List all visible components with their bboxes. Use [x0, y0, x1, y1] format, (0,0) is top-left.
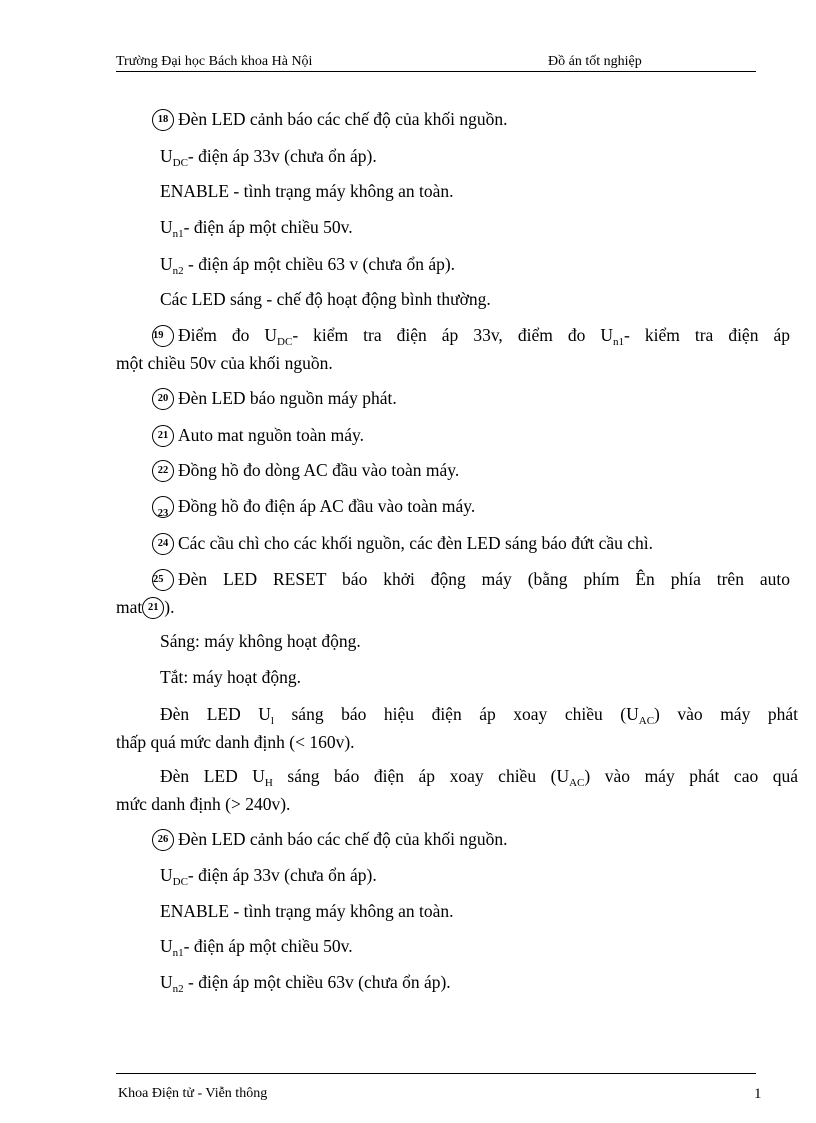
item-18-enable: ENABLE - tình trạng máy không an toàn. — [160, 181, 454, 201]
header-doc-type: Đồ án tốt nghiệp — [548, 54, 642, 69]
number-circle-21: 21 — [152, 425, 174, 447]
subscript: n1 — [172, 228, 184, 240]
number-circle-22: 22 — [152, 460, 174, 482]
item-21-text: Auto mat nguồn toàn máy. — [178, 425, 364, 445]
subscript: AC — [638, 715, 655, 727]
item-24-text: Các cầu chì cho các khối nguồn, các đèn LED sáng báo đứt cầu chì. — [178, 533, 653, 553]
item-18-leds: Các LED sáng - chế độ hoạt động bình thường. — [160, 289, 491, 309]
line-text: sáng báo điện áp xoay chiều (U — [272, 766, 570, 786]
line-text: - điện áp một chiều 63 v (chưa ổn áp). — [183, 254, 456, 274]
item-20-text: Đèn LED báo nguồn máy phát. — [178, 388, 397, 408]
item-25-p1 — [116, 703, 798, 725]
subscript: DC — [172, 876, 188, 888]
subscript: n2 — [172, 265, 184, 277]
item-25-p2 — [116, 765, 798, 787]
number-circle-26: 26 — [152, 829, 174, 851]
item-18-udc — [116, 145, 798, 167]
line-text: Đèn LED RESET báo khởi động máy (bằng phím Ên phía trên auto — [178, 569, 790, 589]
line-text: mat — [116, 597, 143, 617]
line-text: - điện áp một chiều 50v. — [183, 217, 353, 237]
line-text: ) vào máy phát cao quá — [584, 766, 799, 786]
footer-rule — [116, 1073, 756, 1074]
footer-faculty: Khoa Điện tử - Viễn thông — [118, 1086, 268, 1101]
number-circle-23: 23 — [152, 496, 174, 518]
line-text: Đèn LED U — [160, 704, 271, 724]
item-23 — [116, 495, 790, 519]
line-text: - điện áp một chiều 63v (chưa ổn áp). — [183, 972, 451, 992]
header-university: Trường Đại học Bách khoa Hà Nội — [116, 54, 313, 69]
symbol-u: U — [160, 217, 173, 237]
item-25-p1-line2: thấp quá mức danh định (< 160v). — [116, 732, 355, 752]
item-26-udc — [116, 864, 798, 886]
subscript: DC — [172, 157, 188, 169]
subscript: n2 — [172, 983, 184, 995]
header-rule — [116, 71, 756, 72]
symbol-u: U — [160, 865, 173, 885]
number-circle-19: 19 — [152, 325, 174, 347]
item-25 — [116, 568, 790, 592]
item-20 — [116, 387, 790, 411]
subscript: l — [270, 715, 274, 727]
item-18-un2 — [116, 253, 798, 275]
item-19-line2: một chiều 50v của khối nguồn. — [116, 353, 333, 373]
item-22 — [116, 459, 790, 483]
line-text: ). — [164, 597, 175, 617]
symbol-u: U — [160, 936, 173, 956]
item-21 — [116, 424, 790, 448]
item-25-p2-line2: mức danh định (> 240v). — [116, 794, 291, 814]
item-26-un2 — [116, 971, 798, 993]
item-25-line2 — [116, 596, 754, 620]
subscript: H — [264, 777, 273, 789]
subscript: n1 — [172, 947, 184, 959]
line-text: Đèn LED U — [160, 766, 265, 786]
number-circle-24: 24 — [152, 533, 174, 555]
line-text: ) vào máy phát — [654, 704, 798, 724]
subscript: DC — [277, 336, 293, 348]
line-text: - kiểm tra điện áp 33v, điểm đo U — [292, 325, 613, 345]
symbol-u: U — [160, 972, 173, 992]
number-circle-20: 20 — [152, 388, 174, 410]
line-text: - kiểm tra điện áp — [624, 325, 790, 345]
symbol-u: U — [160, 146, 173, 166]
item-18-text: Đèn LED cảnh báo các chế độ của khối nguồn. — [178, 109, 508, 129]
item-26-text: Đèn LED cảnh báo các chế độ của khối nguồn. — [178, 829, 508, 849]
symbol-u: U — [160, 254, 173, 274]
subscript: AC — [569, 777, 585, 789]
item-23-text: Đồng hồ đo điện áp AC đầu vào toàn máy. — [178, 496, 476, 516]
item-25-on: Sáng: máy không hoạt động. — [160, 631, 361, 651]
line-text: - điện áp một chiều 50v. — [183, 936, 353, 956]
page-header — [116, 54, 756, 72]
item-26-un1 — [116, 935, 798, 957]
item-24 — [116, 532, 790, 556]
line-text: sáng báo hiệu điện áp xoay chiều (U — [273, 704, 639, 724]
line-text: - điện áp 33v (chưa ổn áp). — [187, 146, 377, 166]
item-22-text: Đồng hồ đo dòng AC đầu vào toàn máy. — [178, 460, 460, 480]
subscript: n1 — [613, 336, 624, 348]
item-18 — [116, 108, 790, 132]
item-26 — [116, 828, 790, 852]
page-number: 1 — [754, 1086, 762, 1102]
line-text: - điện áp 33v (chưa ổn áp). — [187, 865, 377, 885]
number-circle-25: 25 — [152, 569, 174, 591]
item-19 — [116, 324, 790, 348]
item-26-enable: ENABLE - tình trạng máy không an toàn. — [160, 901, 454, 921]
item-18-un1 — [116, 216, 798, 238]
number-circle-21-ref: 21 — [142, 597, 164, 619]
line-text: Điểm đo U — [178, 325, 278, 345]
number-circle-18: 18 — [152, 109, 174, 131]
item-25-off: Tắt: máy hoạt động. — [160, 667, 301, 687]
